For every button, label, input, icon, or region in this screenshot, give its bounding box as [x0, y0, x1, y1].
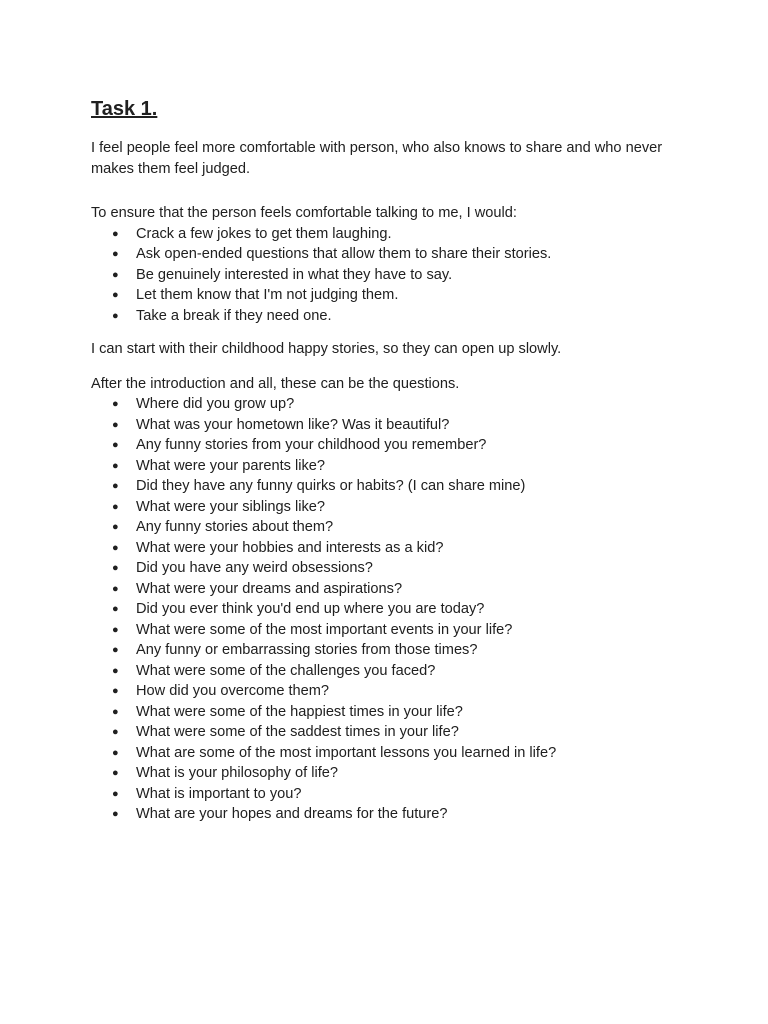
bullet-icon: ●	[112, 521, 119, 533]
list-item: ● Any funny stories from your childhood you remember?	[91, 435, 691, 456]
list-item: ● Did you ever think you'd end up where you are today?	[91, 599, 691, 620]
bullet-icon: ●	[112, 418, 119, 431]
list-item: ● Let them know that I'm not judging them.	[91, 285, 691, 306]
list-item: ● What were some of the happiest times in your life?	[91, 702, 691, 723]
list-item: ● What was your hometown like? Was it beautiful?	[91, 415, 691, 436]
bullet-icon: ●	[112, 664, 119, 677]
bullet-icon: ●	[112, 808, 119, 820]
list-item: ● What were your siblings like?	[91, 497, 691, 518]
task-title: Task 1.	[91, 98, 158, 120]
bullet-icon: ●	[112, 582, 119, 595]
bullet-icon: ●	[112, 541, 119, 554]
list-item: ● What were your hobbies and interests as a kid?	[91, 538, 691, 559]
list-item: ● Did you have any weird obsessions?	[91, 558, 691, 579]
list-item: ● What were some of the most important events in your life?	[91, 620, 691, 641]
list-item: ● Be genuinely interested in what they have to say.	[91, 265, 691, 286]
bullet-icon: ●	[112, 500, 119, 513]
list-item: ● Crack a few jokes to get them laughing.	[91, 224, 691, 245]
list-item: ● What were some of the saddest times in your life?	[91, 722, 691, 743]
bullet-icon: ●	[112, 248, 119, 260]
bullet-icon: ●	[112, 726, 119, 738]
list-item: ● What is your philosophy of life?	[91, 763, 691, 784]
comfort-list	[91, 224, 691, 327]
bullet-icon: ●	[112, 787, 119, 800]
bullet-icon: ●	[112, 268, 119, 281]
list-item: ● Take a break if they need one.	[91, 306, 691, 327]
list-item: ● What are your hopes and dreams for the future?	[91, 804, 691, 825]
list-item: ● What were some of the challenges you faced?	[91, 661, 691, 682]
list-item: ● Any funny stories about them?	[91, 517, 691, 538]
bullet-icon: ●	[112, 767, 119, 779]
list-item: ● What are some of the most important lessons you learned in life?	[91, 743, 691, 764]
list-item: ● Any funny or embarrassing stories from those times?	[91, 640, 691, 661]
bullet-icon: ●	[112, 227, 119, 240]
questions-list	[91, 394, 691, 825]
bullet-icon: ●	[112, 439, 119, 451]
intro-paragraph: I feel people feel more comfortable with person, who also knows to share and who never makes them feel judged.	[91, 140, 663, 177]
list-item: ● What were your parents like?	[91, 456, 691, 477]
bullet-icon: ●	[112, 746, 119, 759]
document-page	[91, 96, 691, 825]
list-item: ● Did they have any funny quirks or habits? (I can share mine)	[91, 476, 691, 497]
childhood-paragraph: I can start with their childhood happy stories, so they can open up slowly.	[91, 341, 562, 357]
bullet-icon: ●	[112, 705, 119, 718]
ensure-paragraph: To ensure that the person feels comfortable talking to me, I would:	[91, 205, 517, 221]
list-item: ● What is important to you?	[91, 784, 691, 805]
bullet-icon: ●	[112, 685, 119, 697]
questions-intro-paragraph: After the introduction and all, these can be the questions.	[91, 375, 460, 392]
bullet-icon: ●	[112, 603, 119, 615]
bullet-icon: ●	[112, 309, 119, 322]
bullet-icon: ●	[112, 289, 119, 301]
bullet-icon: ●	[112, 644, 119, 656]
list-item: ● How did you overcome them?	[91, 681, 691, 702]
bullet-icon: ●	[112, 623, 119, 636]
bullet-icon: ●	[112, 459, 119, 472]
bullet-icon: ●	[112, 480, 119, 492]
bullet-icon: ●	[112, 398, 119, 410]
bullet-icon: ●	[112, 562, 119, 574]
list-item: ● What were your dreams and aspirations?	[91, 579, 691, 600]
list-item: ● Where did you grow up?	[91, 394, 691, 415]
list-item: ● Ask open-ended questions that allow them to share their stories.	[91, 244, 691, 265]
